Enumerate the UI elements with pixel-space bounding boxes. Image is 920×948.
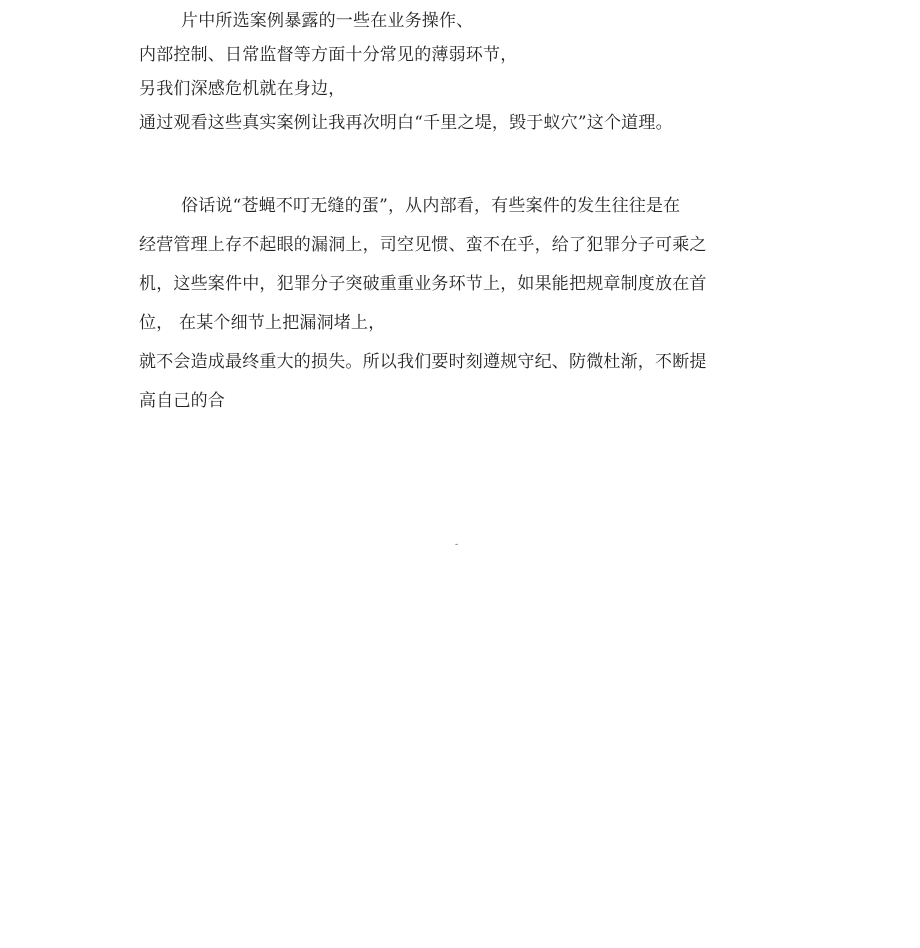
paragraph-1-line-4: 通过观看这些真实案例让我再次明白“千里之堤，毁于蚁穴”这个道理。 [139,113,673,133]
paragraph-1-line-1: 片中所选案例暴露的一些在业务操作、 [181,11,474,31]
paragraph-2-line-3: 机，这些案件中，犯罪分子突破重重业务环节上，如果能把规章制度放在首 [139,274,707,294]
paragraph-2-line-6: 高自己的合 [139,391,225,411]
paragraph-2-line-2: 经营管理上存不起眼的漏洞上，司空见惯、蛮不在乎，给了犯罪分子可乘之 [139,235,707,255]
paragraph-2-line-1: 俗话说“苍蝇不叮无缝的蛋”，从内部看，有些案件的发生往往是在 [181,196,681,216]
page-number-mark: - [455,540,459,550]
paragraph-1-line-3: 另我们深感危机就在身边， [139,79,346,99]
paragraph-2-line-5: 就不会造成最终重大的损失。所以我们要时刻遵规守纪、防微杜渐，不断提 [139,352,707,372]
paragraph-1-line-2: 内部控制、日常监督等方面十分常见的薄弱环节， [139,45,518,65]
paragraph-2-line-4: 位， 在某个细节上把漏洞堵上， [139,313,386,333]
